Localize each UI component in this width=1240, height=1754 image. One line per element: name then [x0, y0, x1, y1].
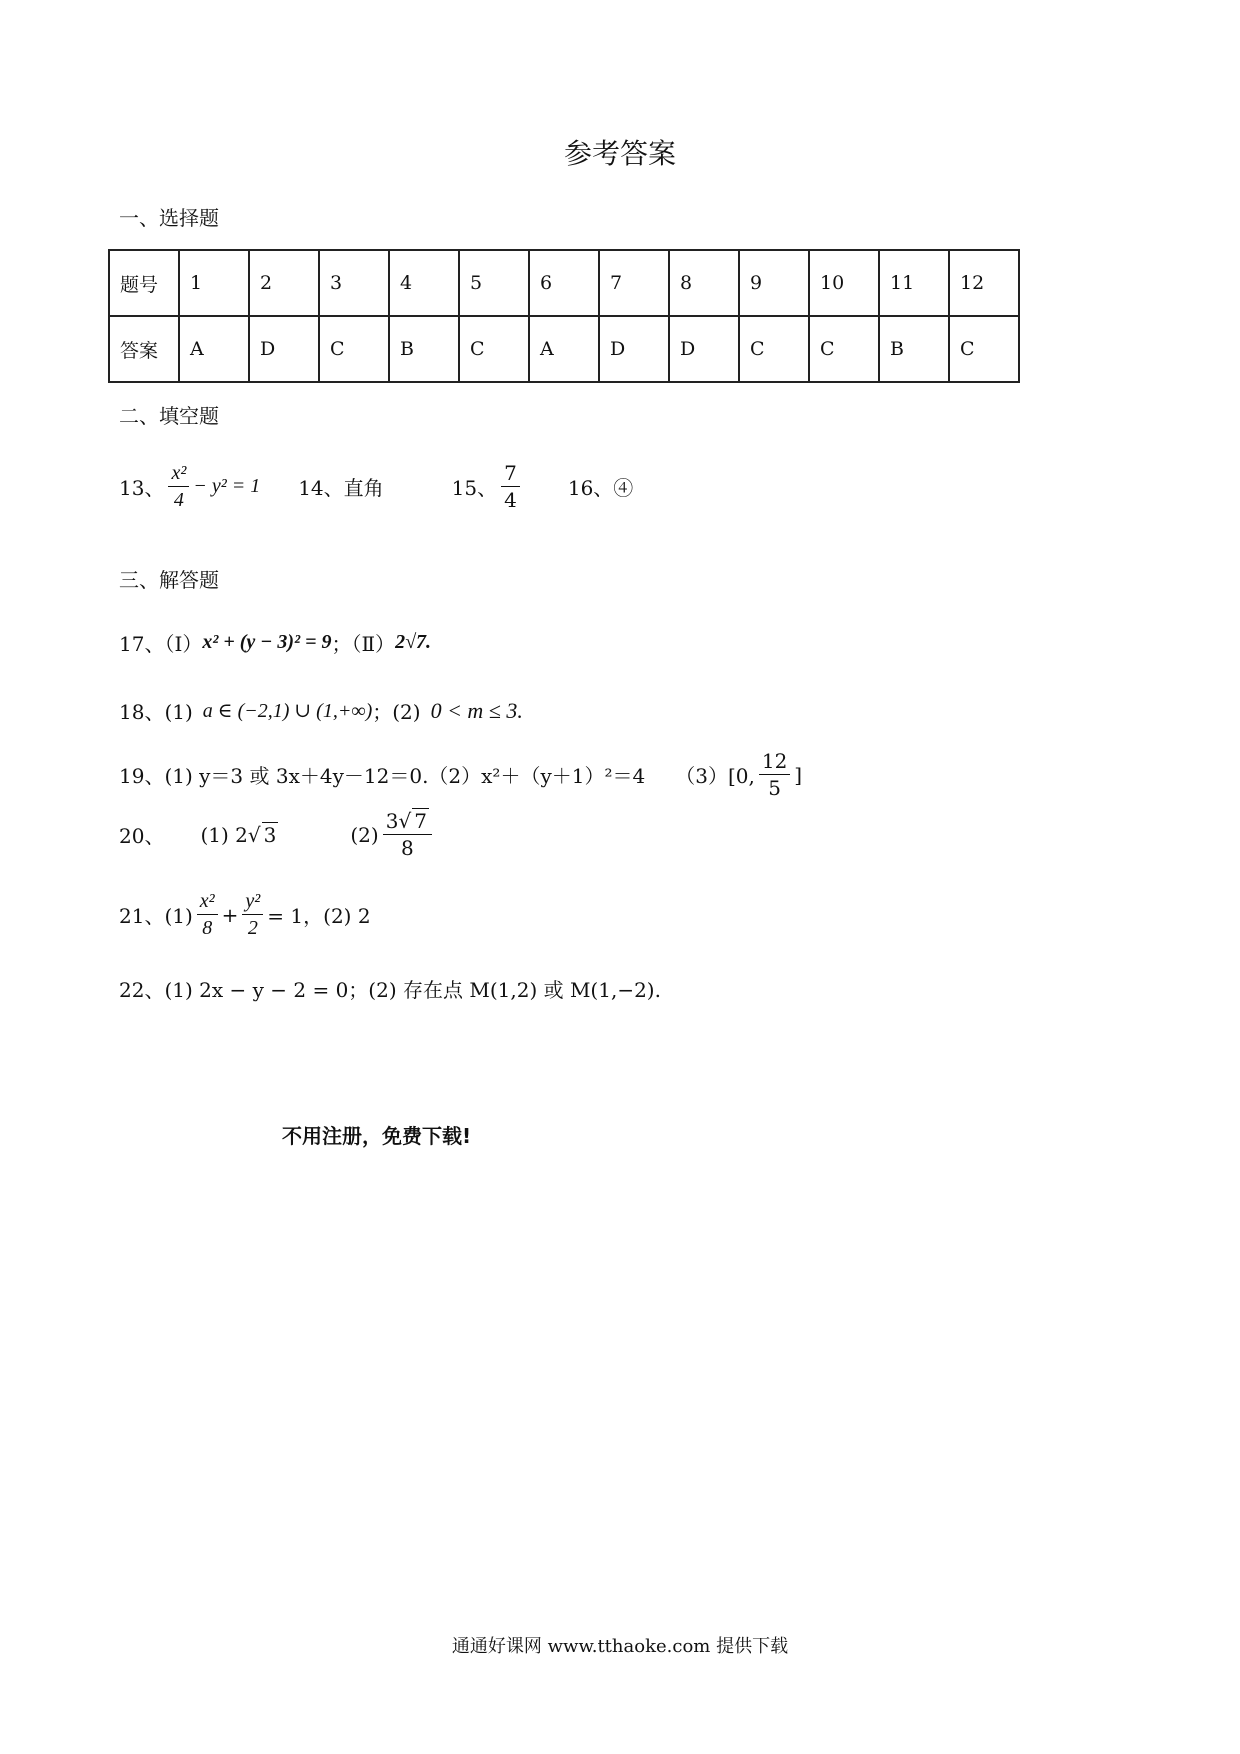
row-label-number: 题号 — [109, 250, 179, 316]
answer-cell: D — [249, 316, 319, 382]
answer-cell: D — [599, 316, 669, 382]
section-heading-choice: 一、选择题 — [119, 206, 219, 230]
q20-numerator: 3√ 7 — [383, 810, 432, 835]
download-note: 不用注册，免费下载! — [282, 1124, 472, 1148]
answer-cell: A — [529, 316, 599, 382]
row-label-answer: 答案 — [109, 316, 179, 382]
q19-part3-open: （3）[0, — [675, 764, 755, 788]
q20-label: 20、 — [119, 824, 165, 848]
question-number-cell: 9 — [739, 250, 809, 316]
q19-line — [119, 750, 802, 799]
q15-label: 15、 — [451, 476, 498, 500]
question-number-cell: 4 — [389, 250, 459, 316]
q21-line — [119, 890, 371, 939]
q21-denominator-y: 2 — [247, 917, 258, 939]
question-number-cell: 11 — [879, 250, 949, 316]
q13-label: 13、 — [119, 476, 165, 500]
answer-cell: B — [389, 316, 459, 382]
q14-answer: 14、直角 — [298, 476, 384, 500]
q13-rest: − y² = 1 — [193, 475, 261, 497]
answer-cell: D — [669, 316, 739, 382]
fill-answers-line — [119, 462, 633, 511]
q21-numerator-x: x² — [197, 890, 218, 915]
q18-line — [119, 696, 523, 725]
page-title: 参考答案 — [563, 137, 676, 170]
q21-label: 21、(1) — [119, 904, 193, 928]
answer-table — [108, 249, 1020, 383]
answer-cell: C — [319, 316, 389, 382]
q20-coef: 3 — [385, 809, 399, 833]
q20-part1: (1) 2 — [200, 822, 248, 847]
answer-cell: C — [739, 316, 809, 382]
question-number-cell: 8 — [669, 250, 739, 316]
q20-line: 20、 (1) 2 √ 3 (2) $\frac{3√ 7}{8}$ — [119, 810, 436, 859]
q21-fraction-x — [197, 890, 218, 939]
q20-part1-root: 3 — [263, 823, 277, 847]
q21-numerator-y: y² — [242, 890, 263, 915]
q20-fraction — [383, 810, 432, 859]
q15-numerator: 7 — [501, 462, 520, 487]
q18-label: 18、(1) — [119, 700, 193, 724]
q13-denominator: 4 — [173, 489, 184, 511]
q20-part2-label: (2) — [350, 822, 379, 847]
q19-denominator: 5 — [768, 776, 781, 800]
q20-root: 7 — [414, 809, 427, 833]
q17-part2: 2√7. — [395, 631, 432, 653]
q18-sep: ；(2) — [372, 700, 421, 724]
q17-label: 17、（Ⅰ） — [119, 632, 203, 656]
q21-denominator-x: 8 — [202, 917, 213, 939]
q13-numerator: x² — [168, 462, 189, 487]
question-number-cell: 1 — [179, 250, 249, 316]
answer-cell: C — [809, 316, 879, 382]
table-row-numbers — [109, 250, 1019, 316]
question-number-cell: 7 — [599, 250, 669, 316]
q17-part1: x² + (y − 3)² = 9 — [202, 631, 332, 653]
q19-part3-close: ] — [794, 762, 803, 787]
section-heading-fill: 二、填空题 — [119, 404, 219, 428]
q18-part1: a ∈ (−2,1) ∪ (1,+∞) — [202, 700, 373, 722]
question-number-cell: 6 — [529, 250, 599, 316]
section-heading-solve: 三、解答题 — [119, 568, 219, 592]
answer-cell: A — [179, 316, 249, 382]
question-number-cell: 2 — [249, 250, 319, 316]
answer-cell: C — [949, 316, 1019, 382]
q19-numerator: 12 — [759, 750, 790, 775]
q19-part1: 19、(1) y＝3 或 3x＋4y－12＝0.（2）x²＋（y＋1）²＝4 — [119, 764, 646, 788]
table-row-answers — [109, 316, 1019, 382]
q21-rest: = 1，(2) 2 — [267, 904, 371, 928]
question-number-cell: 12 — [949, 250, 1019, 316]
answer-cell: C — [459, 316, 529, 382]
q21-plus: + — [221, 902, 239, 927]
answer-cell: B — [879, 316, 949, 382]
q20-denominator: 8 — [400, 836, 414, 860]
question-number-cell: 3 — [319, 250, 389, 316]
q21-fraction-y — [242, 890, 263, 939]
q18-part2: 0 < m ≤ 3. — [430, 697, 523, 723]
q17-sep: ；（Ⅱ） — [331, 632, 396, 656]
q13-fraction — [168, 462, 189, 511]
q22-line — [119, 974, 661, 1003]
question-number-cell: 5 — [459, 250, 529, 316]
q17-line — [119, 628, 431, 657]
q19-fraction — [759, 750, 790, 799]
q22-answer: 22、(1) 2x − y − 2 = 0；(2) 存在点 M(1,2) 或 M(1,−2). — [119, 978, 661, 1002]
q15-denominator: 4 — [504, 488, 517, 512]
page-footer: 通通好课网 www.tthaoke.com 提供下载 — [451, 1636, 789, 1657]
question-number-cell: 10 — [809, 250, 879, 316]
q15-fraction — [501, 462, 520, 511]
q16-answer: 16、④ — [567, 476, 634, 500]
